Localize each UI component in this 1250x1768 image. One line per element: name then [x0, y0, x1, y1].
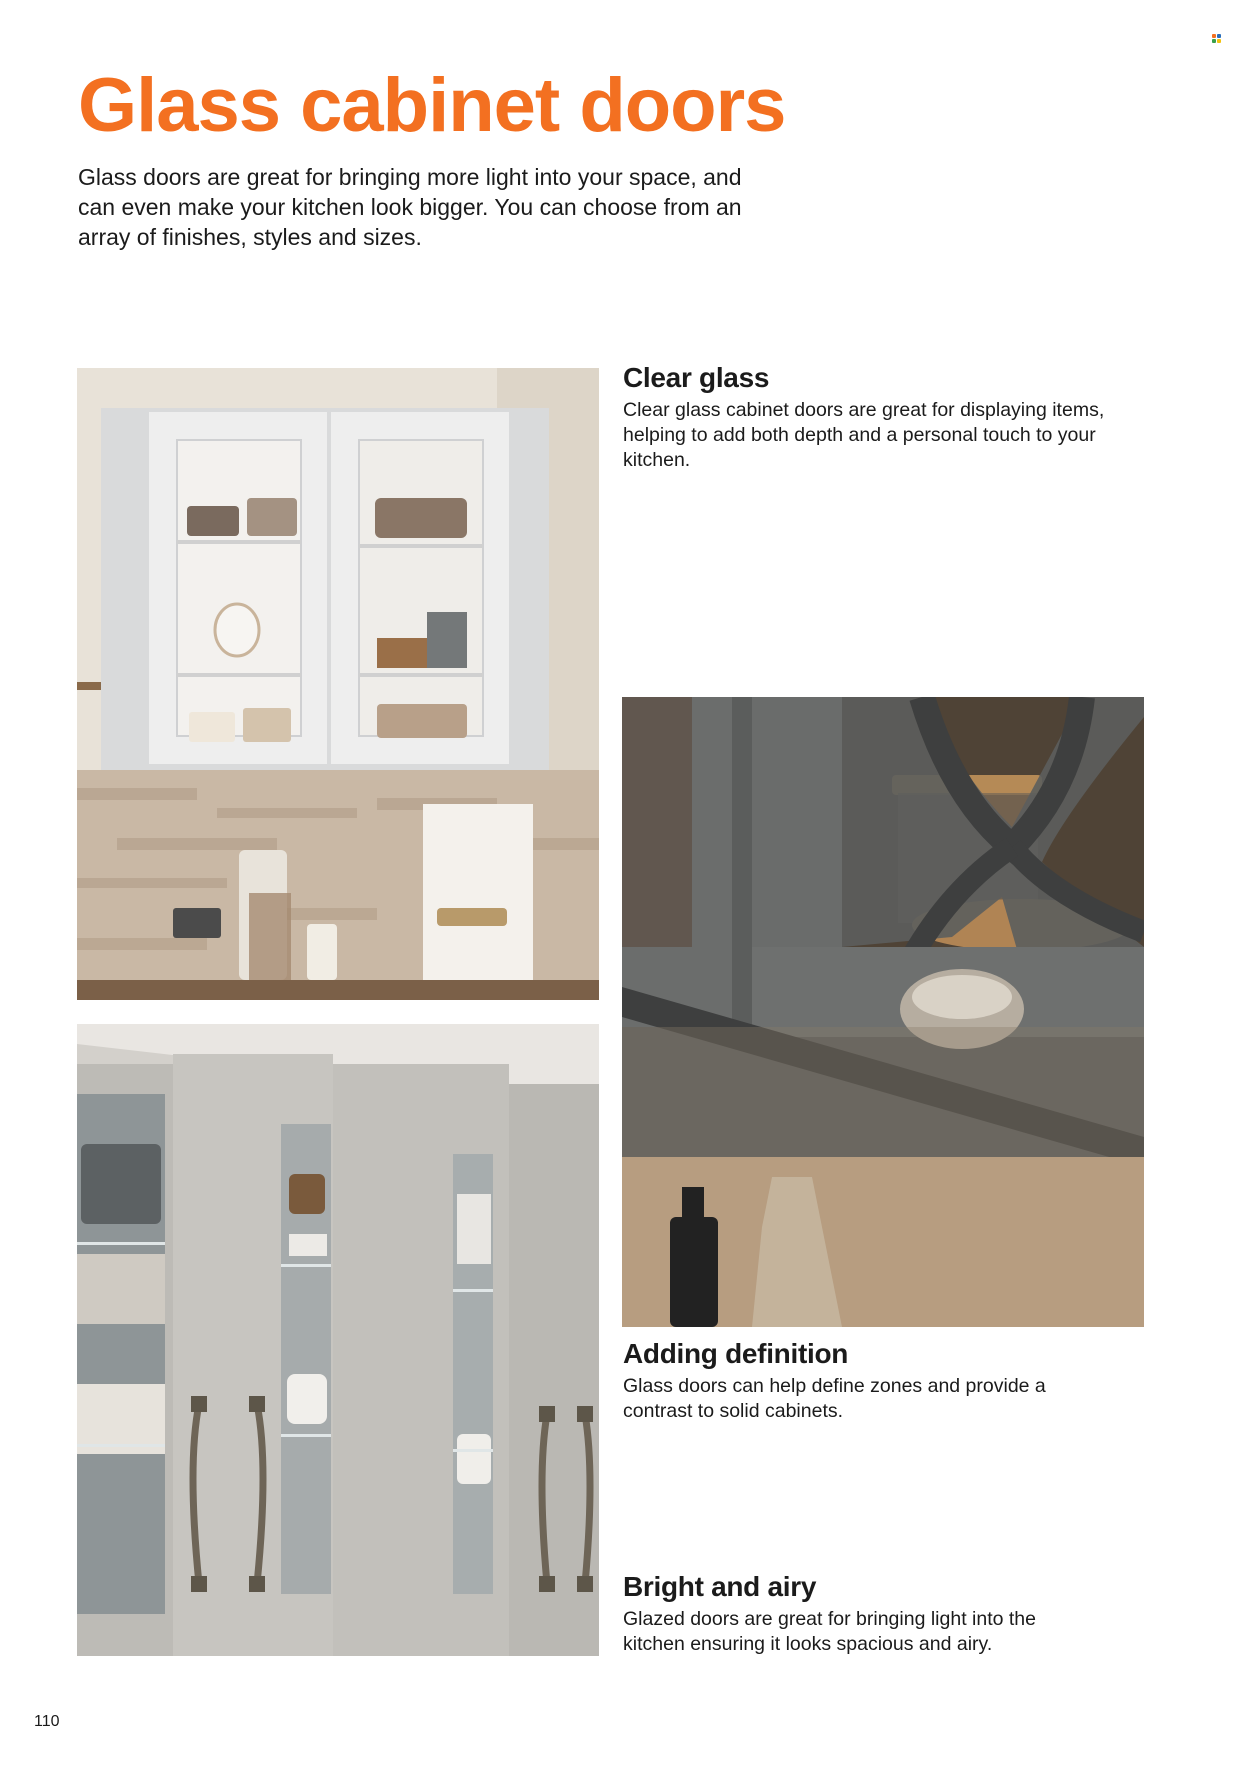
intro-paragraph: Glass doors are great for bringing more light into your space, and can even make your kitchen look bigger. You can choose from an array of finishes, styles and sizes.: [78, 164, 742, 250]
section-body: Glass doors can help define zones and provide a contrast to solid cabinets.: [623, 1375, 1046, 1422]
light-grey-glazed-cabinets-photo: [77, 1024, 599, 1656]
clear-glass-wall-cabinet-photo: [77, 368, 599, 1000]
brand-logo-icon: [1212, 34, 1224, 44]
section-heading: Adding definition: [623, 1338, 849, 1369]
section-bright-and-airy: [623, 1571, 1143, 1657]
section-heading: Clear glass: [623, 362, 770, 393]
section-body: Glazed doors are great for bringing light into the kitchen ensuring it looks spacious and airy.: [623, 1608, 1036, 1655]
page-number: 110: [34, 1713, 60, 1730]
dark-grey-cathedral-door-photo: [622, 697, 1144, 1327]
section-body: Clear glass cabinet doors are great for displaying items, helping to add both depth and a personal touch to your kitchen.: [623, 399, 1105, 471]
page-title: Glass cabinet doors: [78, 63, 786, 148]
section-clear-glass: [623, 362, 1143, 473]
section-adding-definition: [623, 1338, 1143, 1424]
section-heading: Bright and airy: [623, 1571, 817, 1602]
